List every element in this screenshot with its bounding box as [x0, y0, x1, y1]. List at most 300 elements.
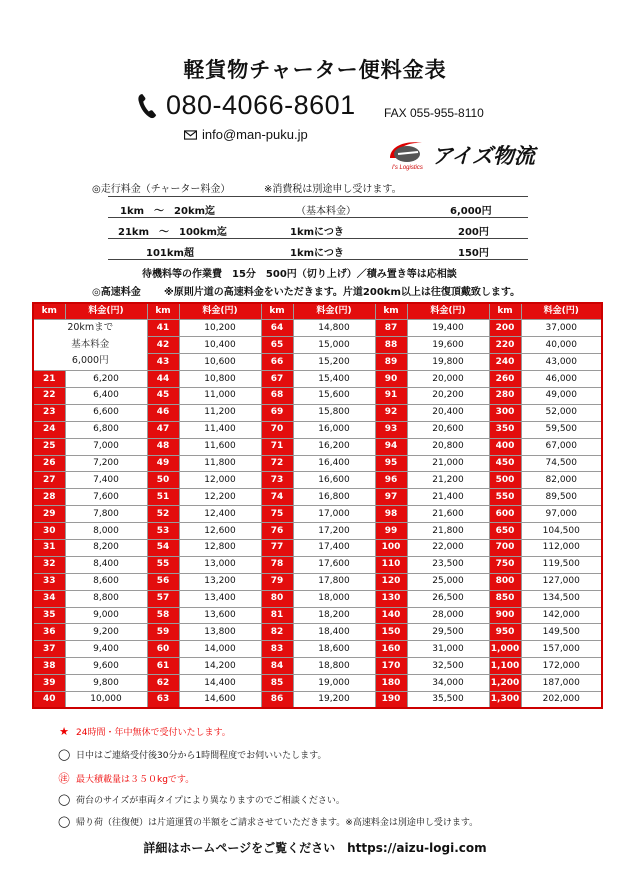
- km-cell: 82: [261, 624, 293, 641]
- km-cell: 89: [375, 354, 407, 371]
- fee-cell: 19,600: [407, 337, 489, 354]
- fee-cell: 14,800: [293, 320, 375, 337]
- note-item: [58, 725, 231, 738]
- note-item: [58, 770, 194, 786]
- fee-table-row: [33, 658, 602, 675]
- km-cell: 96: [375, 472, 407, 489]
- fee-cell: 26,500: [407, 590, 489, 607]
- rate-price: 200円: [458, 227, 489, 238]
- km-cell: 450: [489, 455, 521, 472]
- base-fee-line3: 6,000円: [71, 355, 109, 367]
- km-cell: 50: [147, 472, 179, 489]
- rate-price: 150円: [458, 248, 489, 259]
- fee-table: [32, 302, 603, 709]
- km-cell: 68: [261, 387, 293, 404]
- km-cell: 130: [375, 590, 407, 607]
- km-cell: 42: [147, 337, 179, 354]
- km-cell: 54: [147, 539, 179, 556]
- fee-cell: 11,200: [179, 404, 261, 421]
- km-cell: 51: [147, 489, 179, 506]
- logo-subtext: I's Logistics: [392, 165, 423, 171]
- km-cell: 71: [261, 438, 293, 455]
- fee-cell: 7,000: [65, 438, 147, 455]
- km-cell: 280: [489, 387, 521, 404]
- km-cell: 86: [261, 691, 293, 708]
- km-cell: 29: [33, 506, 65, 523]
- km-cell: 34: [33, 590, 65, 607]
- km-cell: 190: [375, 691, 407, 708]
- note-text: 帰り荷（往復便）は片道運賃の半額をご請求させていただきます。※高速料金は別途申し受けます。: [76, 818, 479, 828]
- fee-table-row: [33, 404, 602, 421]
- km-cell: 64: [261, 320, 293, 337]
- fee-cell: 9,200: [65, 624, 147, 641]
- fee-cell: 74,500: [521, 455, 602, 472]
- km-cell: 900: [489, 607, 521, 624]
- km-cell: 400: [489, 438, 521, 455]
- km-cell: 62: [147, 675, 179, 692]
- fee-cell: 12,600: [179, 523, 261, 540]
- fee-cell: 12,000: [179, 472, 261, 489]
- km-cell: 74: [261, 489, 293, 506]
- rate-range: 1km ～ 20km迄: [120, 206, 216, 217]
- km-cell: 65: [261, 337, 293, 354]
- fee-cell: 12,200: [179, 489, 261, 506]
- fee-table-row: [33, 691, 602, 708]
- km-cell: 53: [147, 523, 179, 540]
- fee-cell: 32,500: [407, 658, 489, 675]
- km-cell: 70: [261, 421, 293, 438]
- base-fee-line2: 基本料金: [71, 338, 110, 350]
- fee-cell: 16,200: [293, 438, 375, 455]
- fee-cell: 127,000: [521, 573, 602, 590]
- rate-unit: 1kmにつき: [290, 248, 344, 259]
- fee-cell: 14,600: [179, 691, 261, 708]
- km-cell: 57: [147, 590, 179, 607]
- km-cell: 58: [147, 607, 179, 624]
- km-cell: 32: [33, 556, 65, 573]
- rate-divider: [108, 196, 528, 197]
- km-cell: 120: [375, 573, 407, 590]
- header-fee: 料金(円): [407, 303, 489, 320]
- fee-cell: 8,600: [65, 573, 147, 590]
- fee-cell: 18,000: [293, 590, 375, 607]
- fee-cell: 46,000: [521, 371, 602, 388]
- km-cell: 35: [33, 607, 65, 624]
- email-address[interactable]: info@man-puku.jp: [202, 127, 308, 142]
- fee-cell: 11,000: [179, 387, 261, 404]
- email-row: [184, 127, 308, 142]
- km-cell: 60: [147, 641, 179, 658]
- header-km: km: [147, 303, 179, 320]
- km-cell: 56: [147, 573, 179, 590]
- km-cell: 750: [489, 556, 521, 573]
- fee-cell: 19,200: [293, 691, 375, 708]
- km-cell: 37: [33, 641, 65, 658]
- fee-cell: 14,200: [179, 658, 261, 675]
- fee-cell: 11,800: [179, 455, 261, 472]
- fee-cell: 89,500: [521, 489, 602, 506]
- fee-cell: 134,500: [521, 590, 602, 607]
- km-cell: 45: [147, 387, 179, 404]
- fee-cell: 67,000: [521, 438, 602, 455]
- note-bullet-icon: ◯: [58, 748, 71, 761]
- fee-table-row: [33, 421, 602, 438]
- rate-divider: [108, 259, 528, 260]
- km-cell: 220: [489, 337, 521, 354]
- header-fee: 料金(円): [293, 303, 375, 320]
- km-cell: 66: [261, 354, 293, 371]
- km-cell: 78: [261, 556, 293, 573]
- fee-cell: 9,800: [65, 675, 147, 692]
- fee-cell: 34,000: [407, 675, 489, 692]
- km-cell: 83: [261, 641, 293, 658]
- km-cell: 63: [147, 691, 179, 708]
- fee-cell: 17,200: [293, 523, 375, 540]
- fee-table-row: [33, 556, 602, 573]
- company-logo: [388, 138, 578, 172]
- fee-cell: 149,500: [521, 624, 602, 641]
- fee-cell: 9,000: [65, 607, 147, 624]
- km-cell: 55: [147, 556, 179, 573]
- fee-cell: 13,600: [179, 607, 261, 624]
- header-km: km: [33, 303, 65, 320]
- km-cell: 98: [375, 506, 407, 523]
- km-cell: 33: [33, 573, 65, 590]
- km-cell: 76: [261, 523, 293, 540]
- fee-cell: 172,000: [521, 658, 602, 675]
- km-cell: 800: [489, 573, 521, 590]
- rate-unit: （基本料金）: [296, 206, 356, 217]
- fee-cell: 11,400: [179, 421, 261, 438]
- fee-cell: 9,400: [65, 641, 147, 658]
- km-cell: 1,200: [489, 675, 521, 692]
- fee-cell: 16,400: [293, 455, 375, 472]
- km-cell: 27: [33, 472, 65, 489]
- fee-table-row: [33, 539, 602, 556]
- note-text: 24時間・年中無休で受付いたします。: [76, 728, 231, 738]
- km-cell: 36: [33, 624, 65, 641]
- fee-cell: 21,400: [407, 489, 489, 506]
- fee-table-row: [33, 607, 602, 624]
- fee-cell: 15,000: [293, 337, 375, 354]
- km-cell: 600: [489, 506, 521, 523]
- fee-cell: 15,400: [293, 371, 375, 388]
- fee-cell: 20,200: [407, 387, 489, 404]
- fee-cell: 7,200: [65, 455, 147, 472]
- rate-unit: 1kmにつき: [290, 227, 344, 238]
- fee-cell: 28,000: [407, 607, 489, 624]
- km-cell: 81: [261, 607, 293, 624]
- fee-table-row: [33, 523, 602, 540]
- km-cell: 67: [261, 371, 293, 388]
- fee-cell: 19,000: [293, 675, 375, 692]
- note-text: 日中はご連絡受付後30分から1時間程度でお伺いいたします。: [76, 751, 327, 761]
- km-cell: 85: [261, 675, 293, 692]
- header-fee: 料金(円): [65, 303, 147, 320]
- fee-cell: 13,400: [179, 590, 261, 607]
- fee-cell: 10,400: [179, 337, 261, 354]
- fee-cell: 29,500: [407, 624, 489, 641]
- fee-cell: 17,800: [293, 573, 375, 590]
- km-cell: 94: [375, 438, 407, 455]
- km-cell: 21: [33, 371, 65, 388]
- km-cell: 140: [375, 607, 407, 624]
- km-cell: 1,000: [489, 641, 521, 658]
- note-bullet-icon: ◯: [58, 793, 71, 806]
- fee-table-row: [33, 675, 602, 692]
- km-cell: 99: [375, 523, 407, 540]
- fee-cell: 19,400: [407, 320, 489, 337]
- km-cell: 52: [147, 506, 179, 523]
- fax-number: FAX 055-955-8110: [384, 106, 484, 120]
- km-cell: 93: [375, 421, 407, 438]
- fee-table-row: [33, 387, 602, 404]
- km-cell: 550: [489, 489, 521, 506]
- fee-cell: 21,200: [407, 472, 489, 489]
- km-cell: 28: [33, 489, 65, 506]
- km-cell: 73: [261, 472, 293, 489]
- km-cell: 26: [33, 455, 65, 472]
- km-cell: 25: [33, 438, 65, 455]
- km-cell: 700: [489, 539, 521, 556]
- note-item: [58, 748, 326, 761]
- header-fee: 料金(円): [179, 303, 261, 320]
- note-text: 最大積載量は３５０kgです。: [76, 774, 195, 785]
- fee-cell: 6,800: [65, 421, 147, 438]
- km-cell: 170: [375, 658, 407, 675]
- fee-cell: 11,600: [179, 438, 261, 455]
- fee-cell: 119,500: [521, 556, 602, 573]
- fee-cell: 21,600: [407, 506, 489, 523]
- fee-cell: 13,800: [179, 624, 261, 641]
- fee-cell: 49,000: [521, 387, 602, 404]
- header-fee: 料金(円): [521, 303, 602, 320]
- km-cell: 850: [489, 590, 521, 607]
- fee-cell: 6,600: [65, 404, 147, 421]
- rate-divider: [108, 217, 528, 218]
- running-fee-label: ◎走行料金（チャーター料金）: [92, 184, 231, 195]
- note-bullet-icon: ★: [59, 725, 69, 738]
- fee-cell: 7,400: [65, 472, 147, 489]
- fee-cell: 17,400: [293, 539, 375, 556]
- fee-cell: 6,400: [65, 387, 147, 404]
- fee-table-row: [33, 624, 602, 641]
- km-cell: 39: [33, 675, 65, 692]
- km-cell: 300: [489, 404, 521, 421]
- fee-cell: 40,000: [521, 337, 602, 354]
- fee-cell: 59,500: [521, 421, 602, 438]
- note-item: [58, 793, 345, 806]
- km-cell: 69: [261, 404, 293, 421]
- km-cell: 59: [147, 624, 179, 641]
- km-cell: 61: [147, 658, 179, 675]
- fee-cell: 22,000: [407, 539, 489, 556]
- fee-table-row: [33, 371, 602, 388]
- fee-table-row: [33, 573, 602, 590]
- km-cell: 91: [375, 387, 407, 404]
- fee-cell: 31,000: [407, 641, 489, 658]
- fee-cell: 10,600: [179, 354, 261, 371]
- rate-divider: [108, 238, 528, 239]
- rate-range: 101km超: [146, 248, 194, 259]
- fee-table-row: [33, 506, 602, 523]
- km-cell: 650: [489, 523, 521, 540]
- header-km: km: [489, 303, 521, 320]
- mail-icon: [184, 130, 197, 140]
- fee-cell: 202,000: [521, 691, 602, 708]
- km-cell: 77: [261, 539, 293, 556]
- fee-cell: 14,000: [179, 641, 261, 658]
- note-item: [58, 815, 478, 828]
- km-cell: 260: [489, 371, 521, 388]
- work-fee-note: 待機料等の作業費 15分 500円（切り上げ）／積み置き等は応相談: [142, 269, 457, 280]
- phone-icon: [136, 92, 158, 120]
- fee-cell: 21,800: [407, 523, 489, 540]
- km-cell: 100: [375, 539, 407, 556]
- fee-table-row: [33, 590, 602, 607]
- km-cell: 31: [33, 539, 65, 556]
- km-cell: 90: [375, 371, 407, 388]
- km-cell: 46: [147, 404, 179, 421]
- km-cell: 23: [33, 404, 65, 421]
- note-bullet-icon: ㊟: [58, 772, 70, 785]
- fee-table-row: [33, 641, 602, 658]
- fee-cell: 7,800: [65, 506, 147, 523]
- fee-cell: 15,800: [293, 404, 375, 421]
- km-cell: 24: [33, 421, 65, 438]
- fee-cell: 82,000: [521, 472, 602, 489]
- rate-price: 6,000円: [450, 206, 492, 217]
- fee-cell: 18,400: [293, 624, 375, 641]
- fee-cell: 35,500: [407, 691, 489, 708]
- km-cell: 43: [147, 354, 179, 371]
- fee-cell: 9,600: [65, 658, 147, 675]
- fee-cell: 20,600: [407, 421, 489, 438]
- km-cell: 84: [261, 658, 293, 675]
- fee-table-row: [33, 489, 602, 506]
- fee-cell: 8,400: [65, 556, 147, 573]
- km-cell: 950: [489, 624, 521, 641]
- km-cell: 48: [147, 438, 179, 455]
- fee-cell: 187,000: [521, 675, 602, 692]
- fee-table-row: [33, 472, 602, 489]
- km-cell: 180: [375, 675, 407, 692]
- fee-cell: 157,000: [521, 641, 602, 658]
- km-cell: 79: [261, 573, 293, 590]
- fee-cell: 18,200: [293, 607, 375, 624]
- km-cell: 1,300: [489, 691, 521, 708]
- fee-cell: 8,200: [65, 539, 147, 556]
- km-cell: 41: [147, 320, 179, 337]
- note-text: 荷台のサイズが車両タイプにより異なりますのでご相談ください。: [76, 796, 345, 806]
- fee-cell: 17,000: [293, 506, 375, 523]
- rate-range: 21km ～ 100km迄: [118, 227, 227, 238]
- km-cell: 22: [33, 387, 65, 404]
- fee-cell: 52,000: [521, 404, 602, 421]
- km-cell: 95: [375, 455, 407, 472]
- fee-table-row: [33, 455, 602, 472]
- km-cell: 49: [147, 455, 179, 472]
- km-cell: 38: [33, 658, 65, 675]
- fee-table-header: [33, 303, 602, 320]
- km-cell: 88: [375, 337, 407, 354]
- fee-cell: 13,000: [179, 556, 261, 573]
- fee-cell: 14,400: [179, 675, 261, 692]
- km-cell: 75: [261, 506, 293, 523]
- km-cell: 44: [147, 371, 179, 388]
- fee-cell: 20,800: [407, 438, 489, 455]
- km-cell: 150: [375, 624, 407, 641]
- logo-text: アイズ物流: [432, 144, 535, 168]
- fee-cell: 12,800: [179, 539, 261, 556]
- fee-cell: 21,000: [407, 455, 489, 472]
- fee-cell: 10,200: [179, 320, 261, 337]
- fee-cell: 18,800: [293, 658, 375, 675]
- page-title: 軽貨物チャーター便料金表: [183, 58, 447, 82]
- km-cell: 110: [375, 556, 407, 573]
- fee-cell: 8,000: [65, 523, 147, 540]
- highway-fee-label: ◎高速料金: [92, 287, 141, 298]
- phone-row: [136, 90, 356, 121]
- base-fee-line1: 20kmまで: [67, 322, 114, 334]
- tax-note: ※消費税は別途申し受けます。: [264, 184, 402, 195]
- km-cell: 1,100: [489, 658, 521, 675]
- fee-cell: 18,600: [293, 641, 375, 658]
- km-cell: 160: [375, 641, 407, 658]
- fee-cell: 15,600: [293, 387, 375, 404]
- km-cell: 350: [489, 421, 521, 438]
- fee-cell: 16,000: [293, 421, 375, 438]
- km-cell: 47: [147, 421, 179, 438]
- km-cell: 87: [375, 320, 407, 337]
- fee-cell: 13,200: [179, 573, 261, 590]
- fee-cell: 23,500: [407, 556, 489, 573]
- km-cell: 92: [375, 404, 407, 421]
- fee-cell: 20,000: [407, 371, 489, 388]
- fee-cell: 10,000: [65, 691, 147, 708]
- fee-cell: 7,600: [65, 489, 147, 506]
- fee-cell: 8,800: [65, 590, 147, 607]
- fee-cell: 19,800: [407, 354, 489, 371]
- fee-cell: 16,600: [293, 472, 375, 489]
- phone-number[interactable]: 080-4066-8601: [166, 90, 356, 120]
- fee-table-row: [33, 438, 602, 455]
- km-cell: 500: [489, 472, 521, 489]
- fee-cell: 17,600: [293, 556, 375, 573]
- fee-cell: 43,000: [521, 354, 602, 371]
- fee-cell: 6,200: [65, 371, 147, 388]
- fee-cell: 15,200: [293, 354, 375, 371]
- fee-cell: 104,500: [521, 523, 602, 540]
- fee-cell: 37,000: [521, 320, 602, 337]
- km-cell: 80: [261, 590, 293, 607]
- km-cell: 40: [33, 691, 65, 708]
- base-fee-cell: [33, 320, 147, 371]
- fee-cell: 112,000: [521, 539, 602, 556]
- note-bullet-icon: ◯: [58, 815, 71, 828]
- fee-cell: 16,800: [293, 489, 375, 506]
- fee-cell: 12,400: [179, 506, 261, 523]
- fee-cell: 97,000: [521, 506, 602, 523]
- header-km: km: [261, 303, 293, 320]
- km-cell: 240: [489, 354, 521, 371]
- fee-cell: 10,800: [179, 371, 261, 388]
- fee-cell: 142,000: [521, 607, 602, 624]
- km-cell: 30: [33, 523, 65, 540]
- fee-table-row: [33, 320, 602, 337]
- km-cell: 97: [375, 489, 407, 506]
- km-cell: 72: [261, 455, 293, 472]
